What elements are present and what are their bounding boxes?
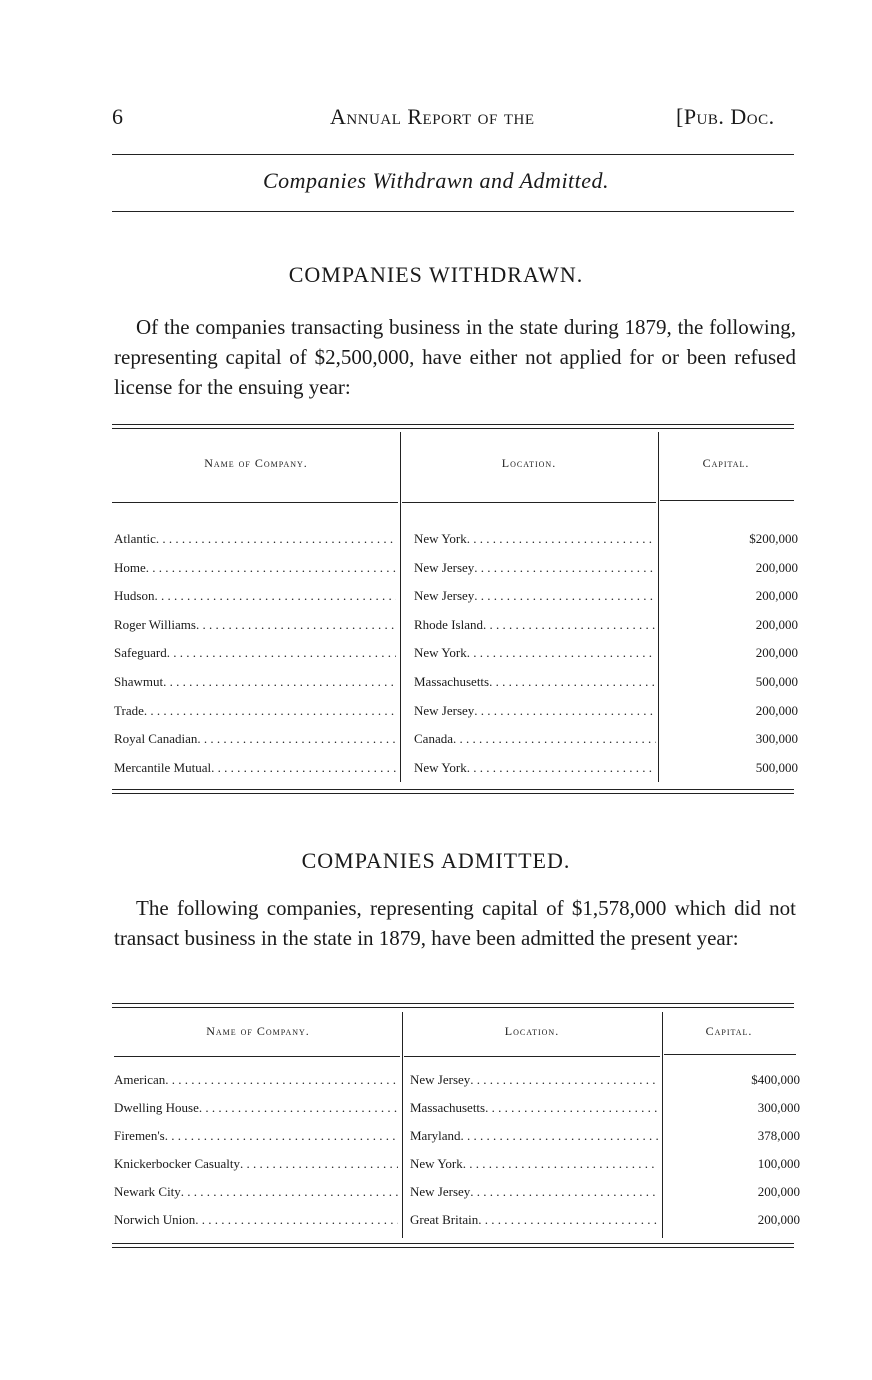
dot-leader: [154, 583, 396, 609]
company-name-cell: [114, 612, 396, 638]
company-name: Roger Williams: [114, 616, 196, 632]
dot-leader: [196, 612, 396, 638]
company-location: New Jersey: [414, 702, 475, 718]
admitted-col-capital: Capital.: [705, 1024, 753, 1038]
withdrawn-paragraph-text: Of the companies transacting business in the state during 1879, the following, representing capital of $2,500,000, have either not applied for or been refused license for the ensuing year:: [114, 315, 796, 399]
location-cell: [410, 1179, 658, 1205]
company-capital: 200,000: [755, 702, 798, 718]
dot-leader: [165, 1123, 398, 1149]
location-cell: [410, 1123, 658, 1149]
table-row: [0, 1179, 872, 1205]
company-location: Maryland: [410, 1128, 461, 1143]
company-name-cell: [114, 669, 396, 695]
location-cell: [414, 669, 656, 695]
withdrawn-col-capital: Capital.: [702, 456, 750, 470]
company-name: Norwich Union: [114, 1212, 196, 1227]
company-location: New Jersey: [414, 559, 475, 575]
table-row: [0, 755, 872, 781]
company-name: Safeguard: [114, 645, 167, 661]
dot-leader: [461, 1123, 658, 1149]
location-cell: [414, 555, 656, 581]
page-number: 6: [112, 104, 124, 129]
location-cell: [410, 1207, 658, 1233]
location-cell: [414, 640, 656, 666]
admitted-table-bottom-rule: [112, 1243, 794, 1248]
company-location: New Jersey: [410, 1072, 471, 1087]
company-location: New Jersey: [410, 1184, 471, 1199]
withdrawn-head-rule-1: [112, 502, 398, 503]
dot-leader: [453, 726, 656, 752]
dot-leader: [467, 526, 656, 552]
table-row: [0, 1123, 872, 1149]
company-name: Shawmut: [114, 674, 164, 689]
company-name: Atlantic: [114, 531, 156, 546]
location-cell: [414, 526, 656, 552]
table-row: [0, 1067, 872, 1093]
company-name: Trade: [114, 702, 144, 718]
company-location: Rhode Island: [414, 616, 483, 632]
company-capital: 200,000: [755, 645, 798, 661]
company-capital: 200,000: [757, 1212, 800, 1227]
company-capital: 500,000: [755, 759, 798, 775]
dot-leader: [463, 1151, 658, 1177]
company-name-cell: [114, 1095, 398, 1121]
admitted-paragraph-text: The following companies, representing capital of $1,578,000 which did not transact business in the state in 1879, have been admitted the present year:: [114, 896, 796, 950]
company-capital: 200,000: [755, 559, 798, 575]
company-name: Dwelling House: [114, 1100, 199, 1115]
company-capital: 378,000: [757, 1128, 800, 1143]
dot-leader: [167, 640, 396, 666]
table-row: [0, 640, 872, 666]
company-name: Mercantile Mutual: [114, 759, 212, 775]
company-name-cell: [114, 1067, 398, 1093]
company-name: Home: [114, 559, 146, 575]
location-cell: [414, 698, 656, 724]
admitted-col-name: Name of Company.: [206, 1024, 310, 1038]
dot-leader: [146, 555, 396, 581]
location-cell: [414, 612, 656, 638]
page-subtitle: Companies Withdrawn and Admitted.: [262, 168, 610, 193]
dot-leader: [478, 1207, 658, 1233]
location-cell: [414, 583, 656, 609]
dot-leader: [165, 1067, 398, 1093]
admitted-heading: COMPANIES ADMITTED.: [301, 848, 571, 873]
company-capital: 300,000: [757, 1100, 800, 1115]
admitted-head-rule-3: [664, 1054, 796, 1055]
location-cell: [410, 1151, 658, 1177]
dot-leader: [474, 555, 656, 581]
company-name-cell: [114, 583, 396, 609]
subtitle-rule: [112, 211, 794, 212]
withdrawn-head-rule-3: [660, 500, 794, 501]
header-rule: [112, 154, 794, 155]
company-name: American: [114, 1072, 166, 1087]
admitted-paragraph: [114, 893, 796, 953]
document-type: [Pub. Doc.: [676, 104, 775, 129]
withdrawn-table-bottom-rule: [112, 789, 794, 794]
company-capital: $400,000: [751, 1072, 800, 1087]
dot-leader: [144, 698, 396, 724]
dot-leader: [485, 1095, 658, 1121]
admitted-head-rule-2: [404, 1056, 660, 1057]
company-location: New York: [414, 645, 467, 661]
company-location: New York: [414, 759, 467, 775]
company-name: Firemen's: [114, 1128, 165, 1143]
dot-leader: [474, 698, 656, 724]
dot-leader: [474, 583, 656, 609]
company-name-cell: [114, 1179, 398, 1205]
table-row: [0, 726, 872, 752]
company-capital: $200,000: [749, 531, 798, 546]
dot-leader: [181, 1179, 398, 1205]
company-name-cell: [114, 640, 396, 666]
dot-leader: [195, 1207, 398, 1233]
table-row: [0, 1151, 872, 1177]
company-name-cell: [114, 1207, 398, 1233]
company-capital: 200,000: [755, 616, 798, 632]
withdrawn-paragraph: [114, 312, 796, 402]
company-location: Canada: [414, 731, 453, 747]
company-name: Knickerbocker Casualty: [114, 1156, 240, 1171]
location-cell: [414, 726, 656, 752]
company-name-cell: [114, 1151, 398, 1177]
dot-leader: [483, 612, 656, 638]
dot-leader: [211, 755, 396, 781]
table-row: [0, 612, 872, 638]
company-capital: 300,000: [755, 731, 798, 747]
table-row: [0, 1095, 872, 1121]
table-row: [0, 555, 872, 581]
company-name: Royal Canadian: [114, 731, 198, 747]
company-location: Massachusetts: [414, 674, 490, 689]
company-capital: 100,000: [757, 1156, 800, 1171]
table-row: [0, 698, 872, 724]
table-row: [0, 526, 872, 552]
company-name-cell: [114, 698, 396, 724]
dot-leader: [489, 669, 656, 695]
company-location: New York: [410, 1156, 463, 1171]
location-cell: [410, 1095, 658, 1121]
company-capital: 200,000: [755, 588, 798, 604]
table-row: [0, 669, 872, 695]
location-cell: [410, 1067, 658, 1093]
dot-leader: [470, 1179, 658, 1205]
admitted-col-location: Location.: [504, 1024, 560, 1038]
admitted-table-top-rule: [112, 1003, 794, 1008]
company-name-cell: [114, 555, 396, 581]
company-name-cell: [114, 726, 396, 752]
dot-leader: [163, 669, 396, 695]
dot-leader: [240, 1151, 398, 1177]
withdrawn-col-name: Name of Company.: [204, 456, 308, 470]
admitted-head-rule-1: [114, 1056, 400, 1057]
table-row: [0, 583, 872, 609]
company-name: Hudson: [114, 588, 155, 604]
dot-leader: [199, 1095, 398, 1121]
withdrawn-heading: COMPANIES WITHDRAWN.: [288, 262, 584, 287]
company-name-cell: [114, 755, 396, 781]
location-cell: [414, 755, 656, 781]
running-title: Annual Report of the: [330, 104, 535, 129]
company-location: Great Britain: [410, 1212, 479, 1227]
company-location: New Jersey: [414, 588, 475, 604]
dot-leader: [467, 755, 656, 781]
dot-leader: [156, 526, 396, 552]
withdrawn-head-rule-2: [402, 502, 656, 503]
withdrawn-table-top-rule: [112, 424, 794, 429]
dot-leader: [467, 640, 656, 666]
dot-leader: [470, 1067, 658, 1093]
table-row: [0, 1207, 872, 1233]
withdrawn-col-location: Location.: [501, 456, 557, 470]
company-capital: 500,000: [755, 674, 798, 689]
company-name-cell: [114, 526, 396, 552]
company-capital: 200,000: [757, 1184, 800, 1199]
dot-leader: [197, 726, 396, 752]
company-name: Newark City: [114, 1184, 181, 1199]
company-location: New York: [414, 531, 467, 546]
company-location: Massachusetts: [410, 1100, 486, 1115]
company-name-cell: [114, 1123, 398, 1149]
